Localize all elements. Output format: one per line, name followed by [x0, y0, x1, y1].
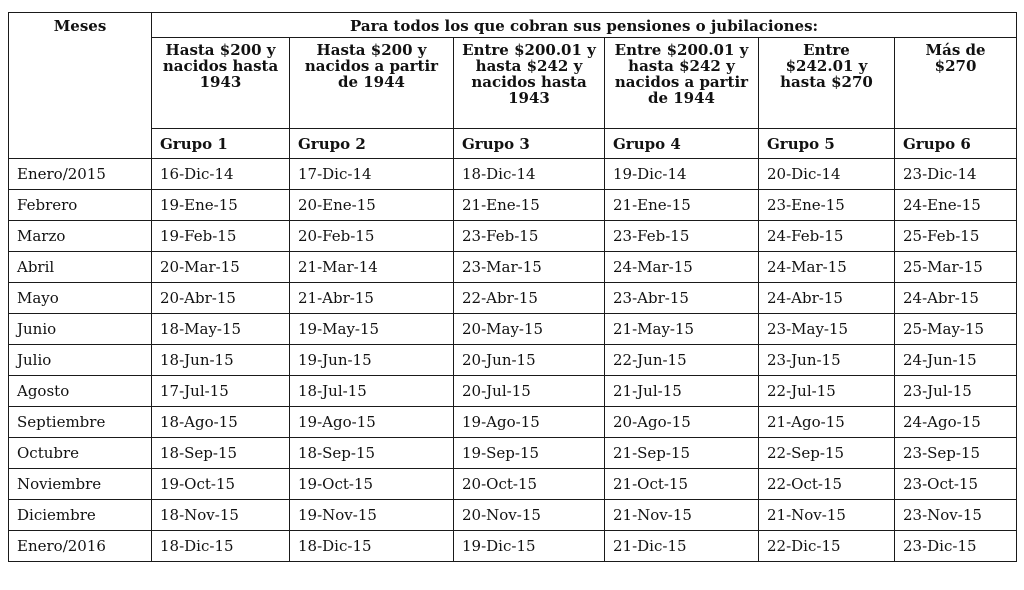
payment-date-cell: 17-Dic-14 — [290, 159, 454, 190]
payment-date-cell: 24-Abr-15 — [759, 283, 895, 314]
month-cell: Diciembre — [9, 500, 152, 531]
payment-date-cell: 19-Dic-14 — [605, 159, 759, 190]
category-header: Entre $242.01 y hasta $270 — [759, 38, 895, 129]
month-cell: Mayo — [9, 283, 152, 314]
payment-date-cell: 24-Mar-15 — [759, 252, 895, 283]
payment-date-cell: 21-Ene-15 — [454, 190, 605, 221]
payment-date-cell: 20-Feb-15 — [290, 221, 454, 252]
group-header: Grupo 4 — [605, 129, 759, 159]
payment-date-cell: 23-Dic-15 — [895, 531, 1017, 562]
payment-date-cell: 20-Abr-15 — [152, 283, 290, 314]
payment-date-cell: 19-Ene-15 — [152, 190, 290, 221]
category-header: Hasta $200 y nacidos hasta 1943 — [152, 38, 290, 129]
payment-date-cell: 23-May-15 — [759, 314, 895, 345]
month-cell: Octubre — [9, 438, 152, 469]
payment-date-cell: 23-Sep-15 — [895, 438, 1017, 469]
payment-date-cell: 19-Sep-15 — [454, 438, 605, 469]
payment-date-cell: 19-Ago-15 — [454, 407, 605, 438]
month-cell: Septiembre — [9, 407, 152, 438]
month-cell: Febrero — [9, 190, 152, 221]
payment-date-cell: 18-Ago-15 — [152, 407, 290, 438]
group-header: Grupo 2 — [290, 129, 454, 159]
payment-date-cell: 18-Sep-15 — [290, 438, 454, 469]
group-header-row — [9, 129, 1017, 159]
payment-date-cell: 20-Dic-14 — [759, 159, 895, 190]
payment-date-cell: 23-Oct-15 — [895, 469, 1017, 500]
month-cell: Abril — [9, 252, 152, 283]
table-row — [9, 314, 1017, 345]
schedule-body — [9, 159, 1017, 562]
table-row — [9, 252, 1017, 283]
table-row — [9, 469, 1017, 500]
payment-date-cell: 19-Jun-15 — [290, 345, 454, 376]
payment-date-cell: 20-Ene-15 — [290, 190, 454, 221]
table-row — [9, 221, 1017, 252]
payment-date-cell: 17-Jul-15 — [152, 376, 290, 407]
payment-date-cell: 20-Oct-15 — [454, 469, 605, 500]
category-header: Más de $270 — [895, 38, 1017, 129]
payment-date-cell: 22-Abr-15 — [454, 283, 605, 314]
payment-date-cell: 18-Nov-15 — [152, 500, 290, 531]
category-header: Hasta $200 y nacidos a partir de 1944 — [290, 38, 454, 129]
payment-date-cell: 23-Mar-15 — [454, 252, 605, 283]
payment-date-cell: 19-Nov-15 — [290, 500, 454, 531]
payment-date-cell: 21-Mar-14 — [290, 252, 454, 283]
table-row — [9, 500, 1017, 531]
payment-date-cell: 21-Dic-15 — [605, 531, 759, 562]
payment-date-cell: 21-Sep-15 — [605, 438, 759, 469]
payment-date-cell: 21-Ene-15 — [605, 190, 759, 221]
payment-date-cell: 20-Jul-15 — [454, 376, 605, 407]
payment-date-cell: 25-May-15 — [895, 314, 1017, 345]
table-row — [9, 376, 1017, 407]
group-header: Grupo 3 — [454, 129, 605, 159]
category-header: Entre $200.01 y hasta $242 y nacidos a partir de 1944 — [605, 38, 759, 129]
payment-date-cell: 21-Oct-15 — [605, 469, 759, 500]
payment-date-cell: 18-Dic-15 — [290, 531, 454, 562]
payment-date-cell: 18-Sep-15 — [152, 438, 290, 469]
payment-date-cell: 24-Mar-15 — [605, 252, 759, 283]
payment-date-cell: 22-Dic-15 — [759, 531, 895, 562]
payment-date-cell: 23-Jun-15 — [759, 345, 895, 376]
payment-date-cell: 22-Jul-15 — [759, 376, 895, 407]
payment-date-cell: 23-Abr-15 — [605, 283, 759, 314]
payment-date-cell: 23-Feb-15 — [605, 221, 759, 252]
payment-date-cell: 22-Jun-15 — [605, 345, 759, 376]
payment-date-cell: 18-May-15 — [152, 314, 290, 345]
payment-date-cell: 18-Jul-15 — [290, 376, 454, 407]
payment-date-cell: 24-Ago-15 — [895, 407, 1017, 438]
payment-date-cell: 24-Jun-15 — [895, 345, 1017, 376]
payment-date-cell: 24-Feb-15 — [759, 221, 895, 252]
group-header: Grupo 6 — [895, 129, 1017, 159]
payment-date-cell: 19-Dic-15 — [454, 531, 605, 562]
table-row — [9, 159, 1017, 190]
table-title: Para todos los que cobran sus pensiones o jubilaciones: — [152, 13, 1017, 38]
payment-date-cell: 20-May-15 — [454, 314, 605, 345]
table-row — [9, 345, 1017, 376]
payment-date-cell: 23-Ene-15 — [759, 190, 895, 221]
table-row — [9, 407, 1017, 438]
payment-date-cell: 25-Mar-15 — [895, 252, 1017, 283]
payment-date-cell: 21-Ago-15 — [759, 407, 895, 438]
payment-date-cell: 20-Nov-15 — [454, 500, 605, 531]
category-header-row — [9, 38, 1017, 129]
payment-date-cell: 25-Feb-15 — [895, 221, 1017, 252]
table-row — [9, 531, 1017, 562]
payment-date-cell: 22-Sep-15 — [759, 438, 895, 469]
payment-date-cell: 16-Dic-14 — [152, 159, 290, 190]
payment-date-cell: 23-Dic-14 — [895, 159, 1017, 190]
payment-date-cell: 20-Jun-15 — [454, 345, 605, 376]
month-cell: Junio — [9, 314, 152, 345]
table-row — [9, 283, 1017, 314]
payment-date-cell: 24-Abr-15 — [895, 283, 1017, 314]
payment-date-cell: 21-Nov-15 — [759, 500, 895, 531]
payment-date-cell: 19-Oct-15 — [290, 469, 454, 500]
group-header: Grupo 5 — [759, 129, 895, 159]
payment-date-cell: 21-Nov-15 — [605, 500, 759, 531]
payment-date-cell: 20-Mar-15 — [152, 252, 290, 283]
payment-date-cell: 21-Abr-15 — [290, 283, 454, 314]
payment-date-cell: 23-Feb-15 — [454, 221, 605, 252]
payment-date-cell: 18-Jun-15 — [152, 345, 290, 376]
category-header: Entre $200.01 y hasta $242 y nacidos hasta 1943 — [454, 38, 605, 129]
payment-date-cell: 21-May-15 — [605, 314, 759, 345]
payment-date-cell: 23-Nov-15 — [895, 500, 1017, 531]
payment-date-cell: 19-May-15 — [290, 314, 454, 345]
month-cell: Julio — [9, 345, 152, 376]
month-cell: Noviembre — [9, 469, 152, 500]
payment-date-cell: 21-Jul-15 — [605, 376, 759, 407]
payment-date-cell: 19-Ago-15 — [290, 407, 454, 438]
table-row — [9, 438, 1017, 469]
group-header: Grupo 1 — [152, 129, 290, 159]
month-cell: Marzo — [9, 221, 152, 252]
payment-date-cell: 23-Jul-15 — [895, 376, 1017, 407]
payment-date-cell: 20-Ago-15 — [605, 407, 759, 438]
month-cell: Enero/2016 — [9, 531, 152, 562]
payment-date-cell: 18-Dic-14 — [454, 159, 605, 190]
payment-date-cell: 19-Oct-15 — [152, 469, 290, 500]
payment-date-cell: 19-Feb-15 — [152, 221, 290, 252]
month-cell: Agosto — [9, 376, 152, 407]
payment-date-cell: 18-Dic-15 — [152, 531, 290, 562]
payment-date-cell: 24-Ene-15 — [895, 190, 1017, 221]
table-row — [9, 190, 1017, 221]
month-cell: Enero/2015 — [9, 159, 152, 190]
payment-date-cell: 22-Oct-15 — [759, 469, 895, 500]
months-column-header: Meses — [9, 13, 152, 159]
pension-payment-schedule-table — [8, 12, 1017, 562]
